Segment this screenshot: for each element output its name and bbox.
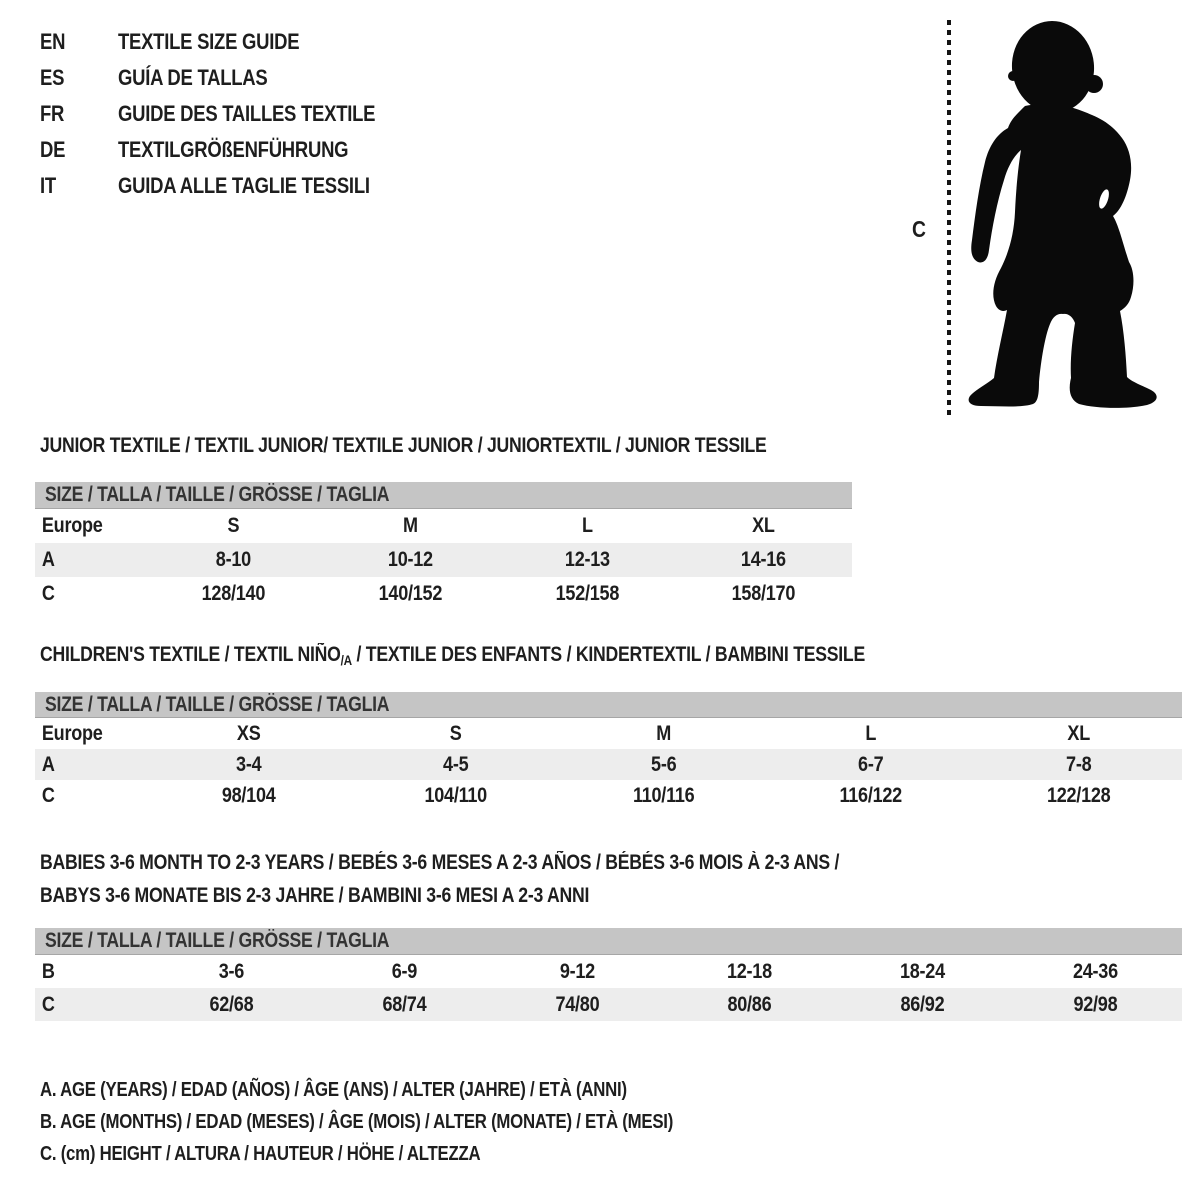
children-table-title [40,643,1022,672]
language-row-it [40,168,424,204]
table-cell: 9-12 [559,959,595,983]
legend-line-c: C. (cm) HEIGHT / ALTURA / HAUTEUR / HÖHE / ALTEZZA [40,1143,481,1165]
table-cell: 3-4 [236,752,262,776]
table-cell: 68/74 [382,992,427,1016]
language-row-en [40,24,424,60]
row-label: C [41,783,55,807]
guide-title-it: GUIDA ALLE TAGLIE TESSILI [118,173,370,198]
children-table-title-text: CHILDREN'S TEXTILE / TEXTIL NIÑO/A / TEXTILE DES ENFANTS / KINDERTEXTIL / BAMBINI TESSILE [40,643,865,668]
babies-table-title-line1: BABIES 3-6 MONTH TO 2-3 YEARS / BEBÉS 3-6 MESES A 2-3 AÑOS / BÉBÉS 3-6 MOIS À 2-3 ANS / [40,851,840,874]
size-header-text: SIZE / TALLA / TAILLE / GRÖSSE / TAGLIA [45,929,390,952]
junior-table-title [40,434,905,458]
table-cell: 128/140 [201,582,266,605]
guide-title-fr: GUIDE DES TAILLES TEXTILE [118,101,376,126]
language-row-fr [40,96,424,132]
babies-table-title-line2: BABYS 3-6 MONATE BIS 2-3 JAHRE / BAMBINI 3-6 MESI A 2-3 ANNI [40,884,590,907]
language-code: EN [40,29,66,54]
table-cell: 92/98 [1073,992,1118,1016]
toddler-silhouette-icon [963,16,1161,408]
language-code: ES [40,65,65,90]
table-cell: 6-7 [858,752,884,776]
children-size-table [35,692,1182,811]
size-header-band [35,928,1182,955]
language-code: FR [40,101,65,126]
table-cell: L [581,514,593,537]
table-cell: 62/68 [209,992,254,1016]
table-cell: 5-6 [650,752,677,776]
table-row-europe [35,509,852,543]
table-row-europe [35,718,1182,749]
table-cell: 8-10 [215,548,251,571]
row-label: A [41,752,55,776]
table-cell: 104/110 [424,783,488,807]
size-header-text: SIZE / TALLA / TAILLE / GRÖSSE / TAGLIA [45,692,390,716]
table-row-height [35,577,852,611]
table-cell: XL [1066,721,1090,745]
table-cell: 12-18 [727,959,773,983]
table-cell: 3-6 [218,959,245,983]
babies-size-table [35,928,1182,1021]
table-cell: 158/170 [731,582,796,605]
guide-title-en: TEXTILE SIZE GUIDE [118,29,300,54]
table-cell: 4-5 [443,752,469,776]
table-cell: 140/152 [378,582,442,605]
table-cell: 74/80 [555,992,600,1016]
table-cell: S [227,514,240,537]
measurement-legend [40,1074,794,1170]
row-label: B [41,959,55,983]
table-row-months [35,955,1182,988]
legend-line-a: A. AGE (YEARS) / EDAD (AÑOS) / ÂGE (ANS) / ALTER (JAHRE) / ETÀ (ANNI) [40,1079,627,1101]
junior-size-table [35,482,852,611]
table-cell: 7-8 [1065,752,1091,776]
language-code: IT [40,173,56,198]
row-label: Europe [41,514,103,537]
row-label: Europe [41,721,103,745]
table-cell: 98/104 [221,783,276,807]
junior-table-title-text: JUNIOR TEXTILE / TEXTIL JUNIOR/ TEXTILE JUNIOR / JUNIORTEXTIL / JUNIOR TESSILE [40,434,767,457]
language-code: DE [40,137,66,162]
table-cell: 14-16 [741,548,787,571]
table-cell: 86/92 [900,992,945,1016]
table-cell: XL [752,514,775,537]
babies-table-title [40,846,991,912]
table-cell: 10-12 [387,548,433,571]
size-header-band [35,482,852,509]
table-row-age [35,749,1182,780]
table-cell: M [656,721,671,745]
size-header-text: SIZE / TALLA / TAILLE / GRÖSSE / TAGLIA [45,483,390,506]
table-cell: S [450,721,462,745]
table-cell: 24-36 [1073,959,1119,983]
table-cell: 12-13 [564,548,610,571]
table-row-age [35,543,852,577]
table-row-height [35,780,1182,811]
table-cell: 6-9 [391,959,417,983]
row-label: C [41,582,55,605]
table-cell: L [865,721,877,745]
row-label: A [41,548,55,571]
table-cell: 116/122 [839,783,903,807]
table-cell: 80/86 [727,992,772,1016]
table-cell: 110/116 [632,783,695,807]
table-cell: 122/128 [1046,783,1111,807]
guide-title-es: GUÍA DE TALLAS [118,65,268,90]
table-row-height [35,988,1182,1021]
nino-a-subscript: /A [340,652,352,668]
language-row-de [40,132,424,168]
table-cell: 18-24 [900,959,946,983]
row-label: C [41,992,55,1016]
table-cell: 152/158 [555,582,619,605]
height-measure-label: C [912,216,926,242]
table-cell: M [402,514,418,537]
table-cell: XS [236,721,261,745]
height-measure-dashed-line [947,20,951,416]
guide-title-de: TEXTILGRÖßENFÜHRUNG [118,137,349,162]
language-title-list [40,24,424,204]
language-row-es [40,60,424,96]
size-header-band [35,692,1182,718]
legend-line-b: B. AGE (MONTHS) / EDAD (MESES) / ÂGE (MOIS) / ALTER (MONATE) / ETÀ (MESI) [40,1111,674,1133]
